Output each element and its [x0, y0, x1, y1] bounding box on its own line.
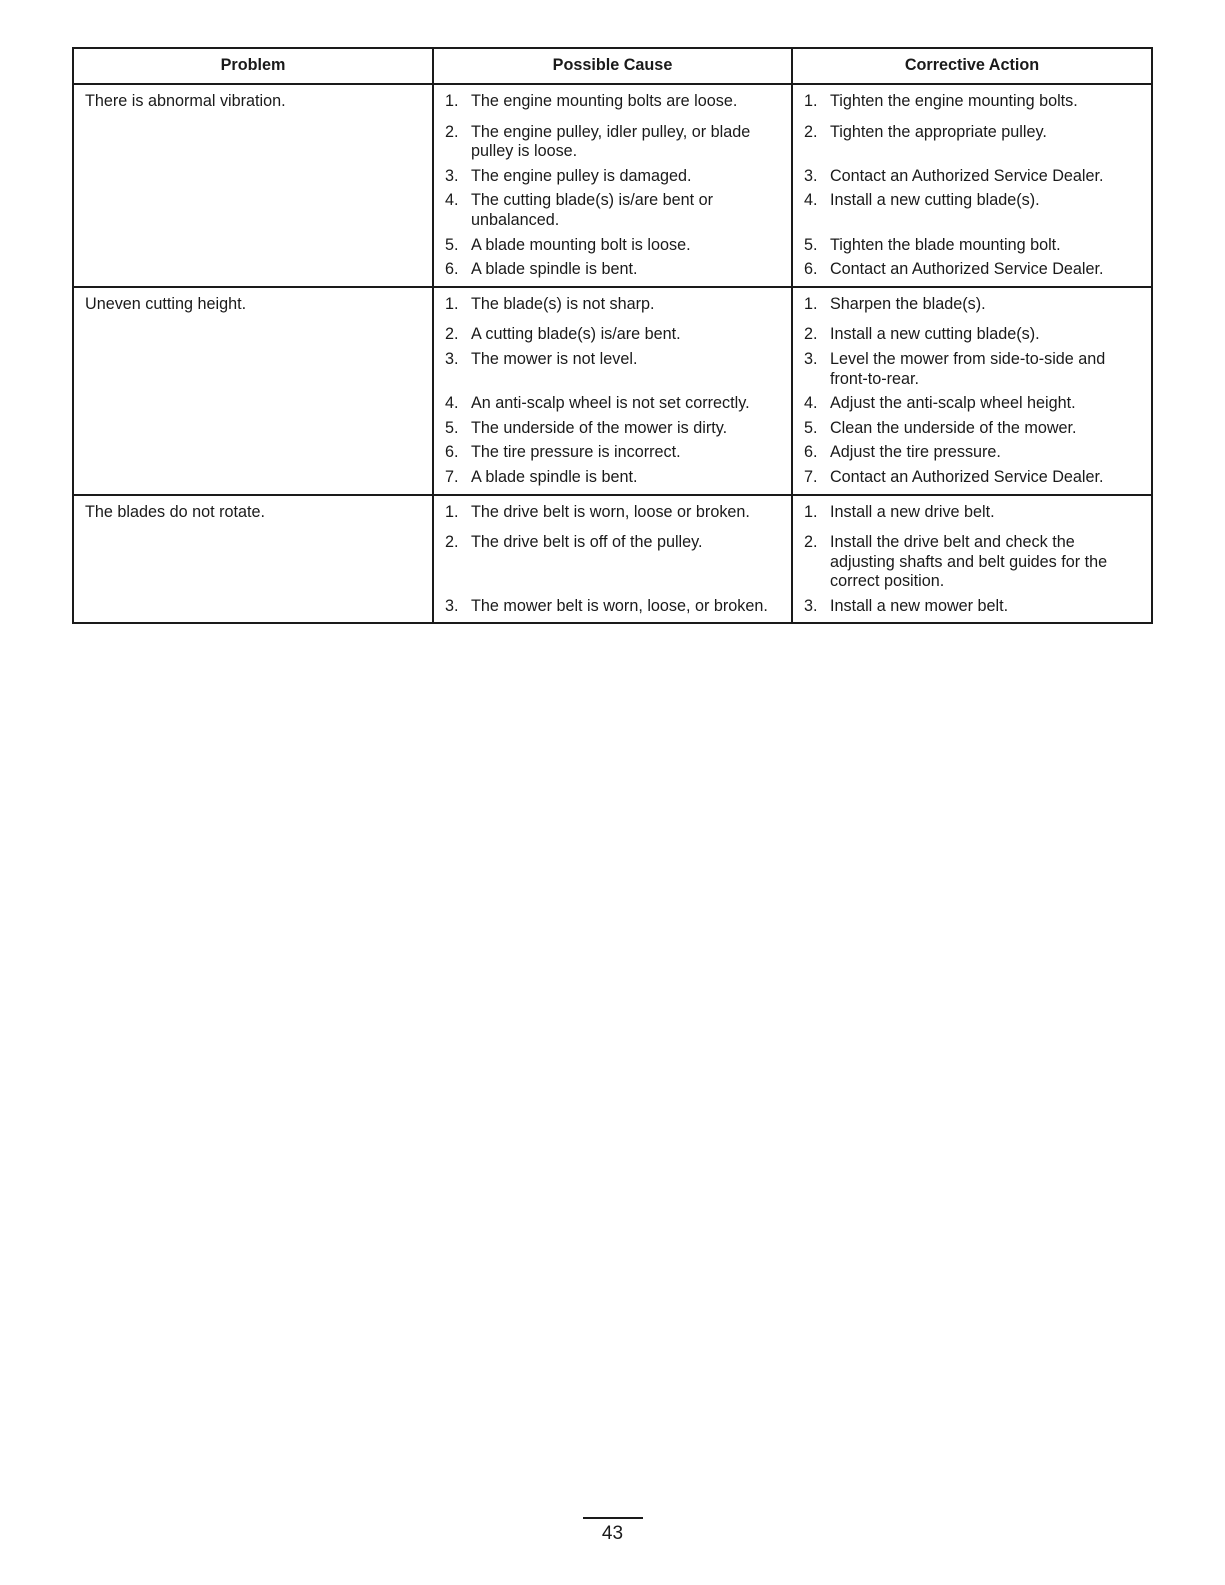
- step-number: 6.: [445, 443, 459, 462]
- step-text: A blade spindle is bent.: [471, 467, 638, 486]
- action-item: [804, 123, 1143, 162]
- action-item: [804, 394, 1143, 414]
- cause-item: [445, 325, 783, 345]
- step-number: 3.: [445, 166, 459, 185]
- step-text: The underside of the mower is dirty.: [471, 418, 728, 437]
- cause-item: [445, 92, 783, 112]
- step-number: 5.: [445, 418, 459, 437]
- cause-list: [445, 92, 783, 280]
- problem-text: The blades do not rotate.: [85, 502, 265, 521]
- step-text: Contact an Authorized Service Dealer.: [829, 166, 1104, 185]
- cause-list: [445, 503, 783, 617]
- step-text: The mower belt is worn, loose, or broken.: [471, 596, 768, 615]
- step-number: 1.: [445, 502, 459, 521]
- step-text: An anti-scalp wheel is not set correctly.: [471, 394, 750, 413]
- step-text: Contact an Authorized Service Dealer.: [829, 467, 1104, 486]
- corrective-action-cell: [792, 287, 1152, 495]
- step-text: Install a new drive belt.: [829, 502, 995, 521]
- action-item: [804, 597, 1143, 617]
- step-number: 1.: [803, 92, 818, 110]
- action-item: [804, 503, 1143, 523]
- step-number: 5.: [803, 418, 818, 437]
- step-text: Tighten the appropriate pulley.: [829, 122, 1047, 141]
- step-text: The drive belt is worn, loose or broken.: [471, 502, 750, 521]
- step-number: 1.: [445, 294, 459, 313]
- header-possible-cause: Possible Cause: [433, 48, 792, 84]
- cause-item: [445, 503, 783, 523]
- page-number-rule: [583, 1517, 643, 1519]
- action-item: [804, 260, 1143, 280]
- step-text: Install the drive belt and check the adjusting shafts and belt guides for the correct position.: [829, 533, 1108, 591]
- step-text: Clean the underside of the mower.: [829, 418, 1077, 437]
- cause-item: [445, 394, 783, 414]
- cause-item: [445, 468, 783, 488]
- cause-item: [445, 443, 783, 463]
- step-number: 6.: [803, 443, 818, 462]
- step-number: 1.: [445, 92, 459, 110]
- step-number: 7.: [445, 467, 459, 486]
- step-number: 3.: [445, 596, 459, 615]
- cause-item: [445, 236, 783, 256]
- cause-item: [445, 419, 783, 439]
- cause-item: [445, 350, 783, 389]
- step-text: Tighten the engine mounting bolts.: [829, 92, 1078, 110]
- header-problem: Problem: [73, 48, 433, 84]
- step-text: The drive belt is off of the pulley.: [471, 533, 703, 552]
- action-item: [804, 295, 1143, 315]
- step-text: Install a new cutting blade(s).: [829, 325, 1040, 344]
- step-number: 4.: [445, 394, 459, 413]
- step-number: 6.: [445, 260, 459, 279]
- table-body: [73, 84, 1152, 623]
- possible-cause-cell: [433, 84, 792, 287]
- step-number: 5.: [445, 235, 459, 254]
- cause-item: [445, 123, 783, 162]
- step-text: A blade spindle is bent.: [471, 260, 638, 279]
- cause-list: [445, 295, 783, 488]
- step-text: The engine pulley is damaged.: [471, 166, 692, 185]
- step-number: 2.: [445, 533, 459, 552]
- action-item: [804, 533, 1143, 592]
- problem-cell: [73, 495, 433, 624]
- action-list: [804, 503, 1143, 617]
- step-number: 3.: [803, 166, 818, 185]
- step-text: A cutting blade(s) is/are bent.: [471, 325, 681, 344]
- troubleshooting-table: [72, 47, 1153, 624]
- table-row: [73, 495, 1152, 624]
- step-text: Tighten the blade mounting bolt.: [829, 235, 1061, 254]
- problem-cell: [73, 287, 433, 495]
- step-number: 2.: [445, 325, 459, 344]
- possible-cause-cell: [433, 287, 792, 495]
- step-text: The engine pulley, idler pulley, or blade pulley is loose.: [471, 122, 751, 161]
- problem-text: There is abnormal vibration.: [85, 92, 286, 110]
- step-number: 3.: [803, 349, 818, 368]
- step-number: 4.: [803, 394, 818, 413]
- possible-cause-cell: [433, 495, 792, 624]
- action-item: [804, 443, 1143, 463]
- step-text: Adjust the tire pressure.: [829, 443, 1001, 462]
- corrective-action-cell: [792, 84, 1152, 287]
- step-number: 1.: [803, 294, 818, 313]
- step-number: 1.: [803, 502, 818, 521]
- step-text: Install a new mower belt.: [829, 596, 1009, 615]
- problem-text: Uneven cutting height.: [85, 294, 247, 313]
- table-row: [73, 84, 1152, 287]
- action-item: [804, 325, 1143, 345]
- step-text: Contact an Authorized Service Dealer.: [829, 260, 1104, 279]
- action-item: [804, 419, 1143, 439]
- step-number: 5.: [803, 235, 818, 254]
- step-number: 2.: [803, 533, 818, 552]
- table-header: [73, 48, 1152, 84]
- step-text: The tire pressure is incorrect.: [471, 443, 681, 462]
- action-item: [804, 468, 1143, 488]
- action-item: [804, 92, 1143, 112]
- step-number: 2.: [803, 325, 818, 344]
- action-list: [804, 92, 1143, 280]
- step-text: Level the mower from side-to-side and front-to-rear.: [829, 349, 1106, 388]
- header-corrective-action: Corrective Action: [792, 48, 1152, 84]
- action-list: [804, 295, 1143, 488]
- step-number: 3.: [803, 596, 818, 615]
- action-item: [804, 236, 1143, 256]
- step-text: Install a new cutting blade(s).: [829, 191, 1040, 210]
- step-number: 4.: [803, 191, 818, 210]
- action-item: [804, 167, 1143, 187]
- cause-item: [445, 533, 783, 592]
- step-number: 7.: [803, 467, 818, 486]
- step-text: The cutting blade(s) is/are bent or unbalanced.: [471, 191, 714, 229]
- cause-item: [445, 597, 783, 617]
- header-row: [73, 48, 1152, 84]
- step-number: 2.: [803, 122, 818, 141]
- step-text: Sharpen the blade(s).: [829, 294, 986, 313]
- action-item: [804, 350, 1143, 389]
- action-item: [804, 191, 1143, 230]
- cause-item: [445, 191, 783, 230]
- step-number: 2.: [445, 122, 459, 141]
- cause-item: [445, 260, 783, 280]
- cause-item: [445, 167, 783, 187]
- problem-cell: [73, 84, 433, 287]
- cause-item: [445, 295, 783, 315]
- corrective-action-cell: [792, 495, 1152, 624]
- step-text: The blade(s) is not sharp.: [471, 294, 655, 313]
- step-number: 6.: [803, 260, 818, 279]
- page-number: 43: [601, 1523, 624, 1544]
- step-number: 3.: [445, 349, 459, 368]
- step-text: Adjust the anti-scalp wheel height.: [829, 394, 1076, 413]
- step-text: The mower is not level.: [471, 349, 638, 368]
- step-number: 4.: [445, 191, 459, 210]
- step-text: A blade mounting bolt is loose.: [471, 235, 691, 254]
- table-row: [73, 287, 1152, 495]
- step-text: The engine mounting bolts are loose.: [471, 92, 738, 110]
